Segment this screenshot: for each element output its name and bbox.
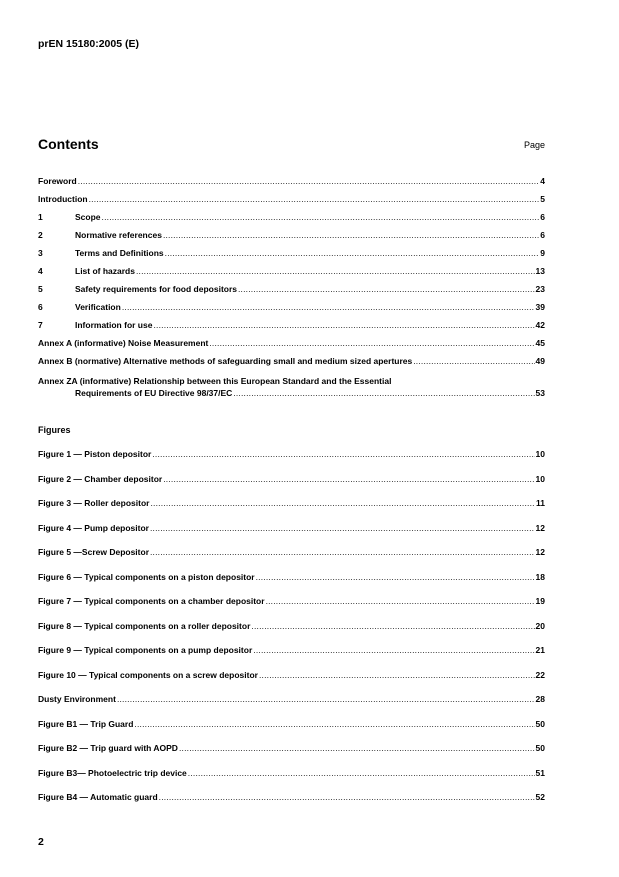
figure-entry[interactable] <box>38 743 545 753</box>
figure-page: 50 <box>535 718 545 729</box>
figure-page: 12 <box>535 522 545 533</box>
figure-title: Figure B2 — Trip guard with AOPD <box>38 743 178 753</box>
toc-entry[interactable] <box>38 248 545 258</box>
toc-page: 39 <box>535 302 545 312</box>
toc-entry[interactable] <box>38 338 545 348</box>
toc-leader <box>78 176 540 186</box>
toc-page: 4 <box>540 176 545 186</box>
figure-entry[interactable] <box>38 498 545 508</box>
contents-title: Contents <box>38 136 99 152</box>
figure-title: Figure 1 — Piston depositor <box>38 449 152 459</box>
figure-title: Figure B4 — Automatic guard <box>38 792 158 802</box>
toc-entry[interactable] <box>75 388 545 398</box>
toc-title: Information for use <box>75 320 153 330</box>
figure-entry[interactable] <box>38 792 545 802</box>
toc-page: 5 <box>540 194 545 204</box>
toc-leader <box>136 266 535 276</box>
toc-title: Introduction <box>38 194 88 204</box>
toc-title: Terms and Definitions <box>75 248 164 258</box>
toc-page: 13 <box>535 266 545 276</box>
toc-title: Verification <box>75 302 121 312</box>
toc-entry[interactable] <box>38 176 545 186</box>
figure-entry[interactable] <box>38 645 545 655</box>
figure-leader <box>150 523 535 533</box>
toc-title: Foreword <box>38 176 77 186</box>
figure-title: Dusty Environment <box>38 694 116 704</box>
toc-annex-za-title-line1[interactable]: Annex ZA (informative) Relationship between this European Standard and the Essential <box>38 376 392 386</box>
figure-title: Figure 9 — Typical components on a pump depositor <box>38 645 253 655</box>
toc-title: Scope <box>75 212 101 222</box>
toc-title: Requirements of EU Directive 98/37/EC <box>75 388 233 398</box>
toc-leader <box>163 230 539 240</box>
figure-title: Figure 8 — Typical components on a roller depositor <box>38 620 251 631</box>
figure-leader <box>152 449 534 459</box>
toc-entry[interactable] <box>38 266 545 276</box>
toc-title: Annex B (normative) Alternative methods of safeguarding small and medium sized apertures <box>38 356 413 366</box>
toc-number: 5 <box>38 284 43 294</box>
figure-entry[interactable] <box>38 719 545 729</box>
figure-title: Figure 3 — Roller depositor <box>38 498 150 508</box>
toc-title: Safety requirements for food depositors <box>75 284 237 294</box>
figure-entry[interactable] <box>38 768 545 778</box>
figure-entry[interactable] <box>38 621 545 631</box>
toc-number: 7 <box>38 320 43 330</box>
toc-leader <box>102 212 540 222</box>
toc-leader <box>122 302 535 312</box>
figure-leader <box>150 498 535 508</box>
toc-entry[interactable] <box>38 302 545 312</box>
toc-page: 23 <box>535 284 545 294</box>
figure-leader <box>266 596 535 606</box>
figure-leader <box>188 768 535 778</box>
figure-page: 22 <box>535 669 545 680</box>
toc-page: 6 <box>540 230 545 240</box>
figure-entry[interactable] <box>38 523 545 533</box>
figure-leader <box>256 572 535 582</box>
figure-entry[interactable] <box>38 474 545 484</box>
figure-title: Figure B3— Photoelectric trip device <box>38 767 187 778</box>
toc-number: 3 <box>38 248 43 258</box>
figure-title: Figure 4 — Pump depositor <box>38 522 149 533</box>
toc-number: 4 <box>38 266 43 276</box>
figure-leader <box>259 670 535 680</box>
toc-page: 53 <box>535 388 545 398</box>
figure-page: 10 <box>535 449 545 459</box>
figure-entry[interactable] <box>38 449 545 459</box>
figure-entry[interactable] <box>38 670 545 680</box>
figure-page: 11 <box>536 498 545 508</box>
figure-title: Figure 7 — Typical components on a chamber depositor <box>38 596 265 606</box>
figure-leader <box>163 474 534 484</box>
figure-leader <box>150 547 535 557</box>
figure-entry[interactable] <box>38 572 545 582</box>
figure-page: 52 <box>535 792 545 802</box>
figure-page: 19 <box>535 596 545 606</box>
toc-leader <box>233 388 534 398</box>
document-id: prEN 15180:2005 (E) <box>38 38 139 50</box>
figures-heading: Figures <box>38 425 71 435</box>
toc-number: 2 <box>38 230 43 240</box>
toc-entry[interactable] <box>38 284 545 294</box>
toc-page: 49 <box>535 356 545 366</box>
toc-page: 9 <box>540 248 545 258</box>
figure-title: Figure B1 — Trip Guard <box>38 718 134 729</box>
toc-number: 1 <box>38 212 43 222</box>
figure-page: 20 <box>535 620 545 631</box>
page-number: 2 <box>38 836 44 848</box>
figure-page: 10 <box>535 473 545 484</box>
toc-page: 6 <box>540 212 545 222</box>
toc-leader <box>153 320 534 330</box>
figure-title: Figure 2 — Chamber depositor <box>38 473 163 484</box>
figure-entry[interactable] <box>38 694 545 704</box>
figure-leader <box>179 743 535 753</box>
toc-entry[interactable] <box>38 194 545 204</box>
figure-title: Figure 6 — Typical components on a piston depositor <box>38 571 255 582</box>
toc-title: List of hazards <box>75 266 135 276</box>
figure-page: 18 <box>535 571 545 582</box>
toc-number: 6 <box>38 302 43 312</box>
figure-title: Figure 10 — Typical components on a screw depositor <box>38 669 258 680</box>
toc-leader <box>413 356 534 366</box>
toc-entry[interactable] <box>38 356 545 366</box>
figure-page: 28 <box>535 694 545 704</box>
figure-entry[interactable] <box>38 596 545 606</box>
toc-leader <box>209 338 534 348</box>
toc-leader <box>238 284 535 294</box>
toc-leader <box>165 248 540 258</box>
toc-page: 45 <box>535 338 545 348</box>
figure-page: 51 <box>535 767 545 778</box>
figure-page: 50 <box>535 743 545 753</box>
toc-leader <box>89 194 540 204</box>
toc-page: 42 <box>535 320 545 330</box>
toc-entry[interactable] <box>38 230 545 240</box>
figure-entry[interactable] <box>38 547 545 557</box>
figure-leader <box>159 792 535 802</box>
figure-leader <box>134 719 534 729</box>
toc-entry[interactable] <box>38 320 545 330</box>
toc-entry[interactable] <box>38 212 545 222</box>
figure-leader <box>117 694 535 704</box>
figure-leader <box>251 621 534 631</box>
toc-title: Annex A (informative) Noise Measurement <box>38 338 209 348</box>
figure-page: 12 <box>535 547 545 557</box>
figure-page: 21 <box>535 645 545 655</box>
figure-leader <box>253 645 534 655</box>
toc-title: Normative references <box>75 230 162 240</box>
page-column-label: Page <box>523 140 545 150</box>
figure-title: Figure 5 —Screw Depositor <box>38 547 149 557</box>
